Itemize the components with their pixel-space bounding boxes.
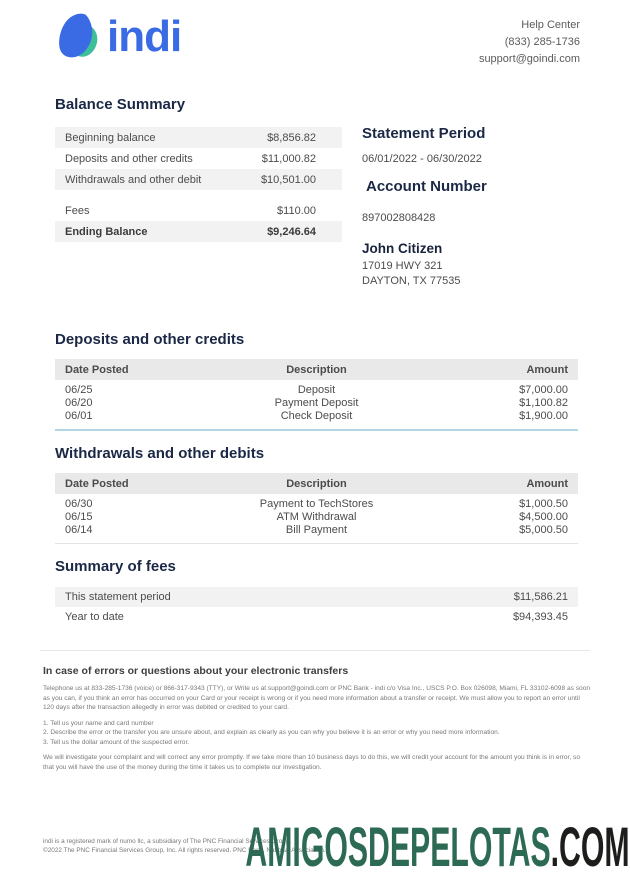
- row-value: $9,246.64: [267, 225, 316, 238]
- cell-description: ATM Withdrawal: [276, 511, 357, 523]
- deposits-title: Deposits and other credits: [55, 331, 245, 348]
- section-divider: [40, 650, 590, 651]
- cell-date: 06/20: [65, 397, 93, 409]
- table-row: [55, 498, 578, 511]
- cell-amount: $1,900.00: [519, 410, 568, 422]
- disclosure-paragraph-2: We will investigate your complaint and will correct any error promptly. If we take more than 10 business days to do this, we will credit your account for the amount you think is in error, so that you will have the use of the money during the time it takes us to complete our investigation.: [43, 754, 581, 771]
- row-value: $10,501.00: [260, 173, 316, 186]
- error-disclosure-title: In case of errors or questions about your electronic transfers: [43, 665, 349, 677]
- support-phone: (833) 285-1736: [504, 36, 580, 49]
- cell-date: 06/25: [65, 384, 93, 396]
- column-header-date: Date Posted: [65, 363, 129, 376]
- table-row: [55, 511, 578, 524]
- table-row: [55, 587, 578, 607]
- row-value: $11,000.82: [261, 152, 316, 165]
- row-label: Withdrawals and other debit: [65, 173, 202, 186]
- column-header-description: Description: [286, 363, 347, 376]
- statement-period-value: 06/01/2022 - 06/30/2022: [362, 153, 482, 165]
- withdrawals-title: Withdrawals and other debits: [55, 445, 265, 462]
- balance-summary-section: [55, 96, 342, 242]
- cell-description: Bill Payment: [285, 524, 348, 536]
- site-watermark: [246, 816, 630, 879]
- row-label: Ending Balance: [65, 225, 148, 238]
- watermark-domain-name: AMIGOSDEPELOTAS: [245, 816, 552, 879]
- account-number-value: 897002808428: [362, 212, 436, 224]
- row-label: Fees: [65, 204, 90, 217]
- cell-date: 06/14: [65, 524, 93, 536]
- table-row: [55, 200, 342, 221]
- row-label: Year to date: [65, 611, 124, 623]
- indi-logo: [55, 12, 181, 62]
- error-disclosure-section: [43, 665, 591, 772]
- leaf-icon: [55, 12, 101, 62]
- disclosure-paragraph-1: Telephone us at 833-285-1736 (voice) or 866-317-9343 (TTY), or Write us at support@goindi.com or PNC Bank - indi c/o Visa Inc., USCS P.O. Box 026098, Miami, FL 33102-6098 as soon as you can, if you think an error has occurred on your Card or your receipt is wrong or if you need more information about a transfer or receipt. We must allow you to report an error until 120 days after the transaction allegedly in error was debited or credited to your card.: [43, 685, 591, 712]
- footer-line-1: indi is a registered mark of numo llc, a subsidiary of The PNC Financial Services Group,: [43, 838, 292, 845]
- table-row: [55, 607, 578, 627]
- address-line-2: DAYTON, TX 77535: [362, 274, 461, 287]
- row-value: $110.00: [277, 204, 316, 217]
- footer-line-2: ©2022 The PNC Financial Services Group, Inc. All rights reserved. PNC Bank, National Association.: [43, 847, 326, 855]
- deposits-section: [55, 331, 578, 431]
- watermark-tld: .COM: [551, 816, 630, 879]
- withdrawals-section: [55, 445, 578, 544]
- logo-wordmark: indi: [107, 12, 182, 61]
- cell-date: 06/15: [65, 511, 93, 523]
- row-value: $11,586.21: [513, 591, 568, 603]
- withdrawals-table-body: [55, 494, 578, 544]
- fees-summary-title: Summary of fees: [55, 558, 176, 575]
- help-center-label: Help Center: [521, 19, 580, 31]
- row-label: Beginning balance: [65, 131, 156, 144]
- spacer: [55, 190, 342, 200]
- address-line-1: 17019 HWY 321: [362, 260, 443, 272]
- column-header-amount: Amount: [526, 363, 568, 376]
- table-row-ending-balance: [55, 221, 342, 242]
- deposits-table-body: [55, 380, 578, 431]
- disclosure-list-item: 2. Describe the error or the transfer you are unsure about, and explain as clearly as you can why you believe it is an error or why you need more information.: [43, 729, 500, 737]
- support-email: support@goindi.com: [478, 53, 580, 66]
- table-row: [55, 410, 578, 423]
- account-holder-address: [362, 259, 582, 289]
- column-header-amount: Amount: [526, 477, 568, 490]
- cell-amount: $4,500.00: [519, 511, 568, 523]
- cell-description: Deposit: [297, 384, 336, 396]
- statement-info-section: [362, 125, 582, 289]
- cell-amount: $5,000.50: [519, 524, 568, 536]
- account-number-title: Account Number: [366, 178, 487, 195]
- table-row: [55, 384, 578, 397]
- statement-period-title: Statement Period: [362, 125, 486, 142]
- cell-amount: $1,000.50: [519, 498, 568, 510]
- cell-amount: $7,000.00: [519, 384, 568, 396]
- row-value: $94,393.45: [512, 611, 568, 623]
- statement-header: [55, 12, 580, 68]
- deposits-table-header: [55, 359, 578, 380]
- table-row: [55, 397, 578, 410]
- row-value: $8,856.82: [267, 131, 316, 144]
- disclosure-list-item: 1. Tell us your name and card number: [43, 719, 154, 727]
- table-row: [55, 148, 342, 169]
- row-label: This statement period: [65, 591, 171, 603]
- contact-block: [479, 12, 580, 68]
- cell-date: 06/30: [65, 498, 93, 510]
- account-holder-name: John Citizen: [362, 241, 443, 256]
- fees-summary-section: [55, 558, 578, 627]
- account-holder-block: [362, 241, 582, 289]
- cell-description: Payment to TechStores: [259, 498, 374, 510]
- fees-summary-table: [55, 587, 578, 627]
- table-row: [55, 169, 342, 190]
- cell-description: Check Deposit: [280, 410, 353, 422]
- withdrawals-table-header: [55, 473, 578, 494]
- column-header-date: Date Posted: [65, 477, 129, 490]
- table-row: [55, 127, 342, 148]
- row-label: Deposits and other credits: [65, 152, 193, 165]
- balance-summary-table: [55, 127, 342, 242]
- cell-date: 06/01: [65, 410, 93, 422]
- table-row: [55, 524, 578, 537]
- cell-amount: $1,100.82: [519, 397, 568, 409]
- column-header-description: Description: [286, 477, 347, 490]
- cell-description: Payment Deposit: [274, 397, 359, 409]
- disclosure-list: [43, 719, 591, 748]
- balance-summary-title: Balance Summary: [55, 96, 186, 113]
- disclosure-list-item: 3. Tell us the dollar amount of the suspected error.: [43, 738, 190, 746]
